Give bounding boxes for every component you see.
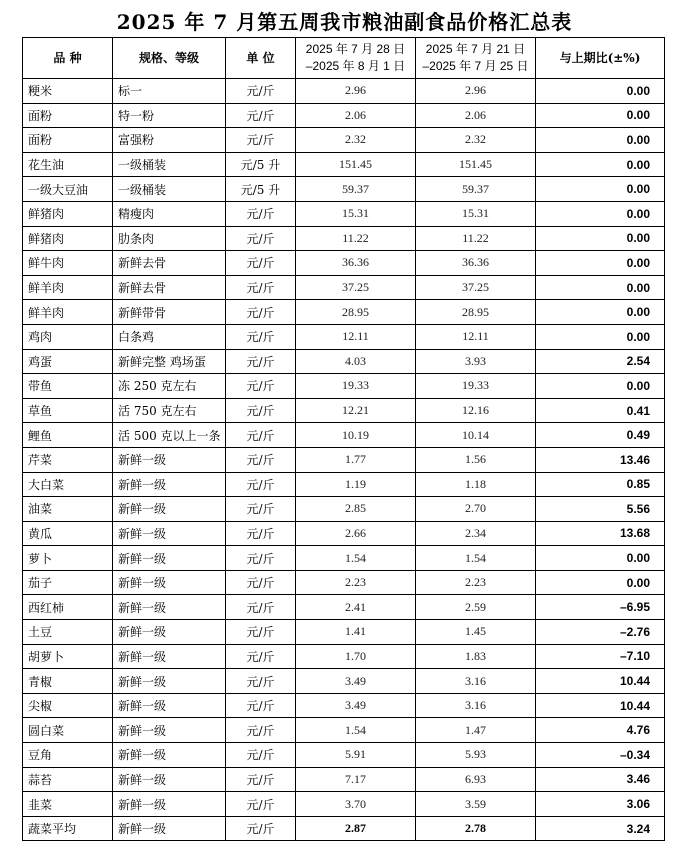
cell-spec: 新鲜一级	[113, 620, 226, 645]
table-row	[23, 374, 665, 399]
cell-previous-price: 1.54	[416, 546, 536, 571]
cell-variety: 胡萝卜	[23, 644, 113, 669]
cell-variety: 青椒	[23, 669, 113, 694]
cell-spec: 新鲜一级	[113, 743, 226, 768]
cell-current-price: 10.19	[296, 423, 416, 448]
table-row	[23, 472, 665, 497]
table-row	[23, 275, 665, 300]
cell-change: 0.00	[536, 226, 665, 251]
cell-change: 10.44	[536, 669, 665, 694]
cell-previous-price: 28.95	[416, 300, 536, 325]
header-previous-period	[416, 38, 536, 79]
cell-previous-price: 2.70	[416, 497, 536, 522]
table-row	[23, 570, 665, 595]
cell-current-price: 1.41	[296, 620, 416, 645]
cell-current-price: 2.85	[296, 497, 416, 522]
cell-variety: 黄瓜	[23, 521, 113, 546]
cell-change: 3.46	[536, 767, 665, 792]
cell-current-price: 36.36	[296, 251, 416, 276]
table-row	[23, 251, 665, 276]
cell-previous-price: 2.59	[416, 595, 536, 620]
cell-spec: 肋条肉	[113, 226, 226, 251]
cell-change: 0.00	[536, 177, 665, 202]
cell-previous-price: 1.45	[416, 620, 536, 645]
cell-unit: 元/斤	[226, 423, 296, 448]
cell-change: 0.00	[536, 374, 665, 399]
cell-change: 0.00	[536, 152, 665, 177]
cell-variety: 萝卜	[23, 546, 113, 571]
table-row	[23, 447, 665, 472]
cell-current-price: 2.96	[296, 79, 416, 104]
cell-current-price: 2.87	[296, 816, 416, 841]
cell-unit: 元/斤	[226, 718, 296, 743]
cell-previous-price: 3.59	[416, 792, 536, 817]
cell-variety: 鲜羊肉	[23, 275, 113, 300]
cell-previous-price: 10.14	[416, 423, 536, 448]
cell-change: 3.06	[536, 792, 665, 817]
table-row	[23, 669, 665, 694]
cell-previous-price: 11.22	[416, 226, 536, 251]
cell-spec: 新鲜一级	[113, 669, 226, 694]
table-body	[23, 79, 665, 841]
cell-current-price: 12.21	[296, 398, 416, 423]
cell-variety: 带鱼	[23, 374, 113, 399]
cell-unit: 元/斤	[226, 201, 296, 226]
cell-spec: 一级桶装	[113, 152, 226, 177]
cell-unit: 元/斤	[226, 546, 296, 571]
cell-variety: 面粉	[23, 103, 113, 128]
cell-current-price: 2.41	[296, 595, 416, 620]
cell-spec: 冻 250 克左右	[113, 374, 226, 399]
cell-change: 0.00	[536, 201, 665, 226]
cell-previous-price: 37.25	[416, 275, 536, 300]
cell-change: 10.44	[536, 693, 665, 718]
cell-previous-price: 2.23	[416, 570, 536, 595]
table-row	[23, 423, 665, 448]
header-previous-line1: 2025 年 7 月 21 日	[425, 42, 526, 56]
table-header-row	[23, 38, 665, 79]
price-table	[22, 37, 665, 841]
cell-previous-price: 1.83	[416, 644, 536, 669]
cell-change: 0.49	[536, 423, 665, 448]
cell-unit: 元/5 升	[226, 152, 296, 177]
cell-change: 3.24	[536, 816, 665, 841]
table-row	[23, 349, 665, 374]
cell-variety: 圆白菜	[23, 718, 113, 743]
cell-unit: 元/斤	[226, 497, 296, 522]
cell-previous-price: 1.18	[416, 472, 536, 497]
table-row	[23, 128, 665, 153]
cell-spec: 新鲜一级	[113, 718, 226, 743]
cell-spec: 新鲜去骨	[113, 251, 226, 276]
cell-previous-price: 12.16	[416, 398, 536, 423]
cell-current-price: 1.19	[296, 472, 416, 497]
table-row	[23, 767, 665, 792]
table-row	[23, 79, 665, 104]
cell-unit: 元/斤	[226, 226, 296, 251]
cell-current-price: 2.23	[296, 570, 416, 595]
cell-variety: 一级大豆油	[23, 177, 113, 202]
cell-current-price: 1.54	[296, 546, 416, 571]
cell-unit: 元/斤	[226, 767, 296, 792]
header-current-line2: –2025 年 8 月 1 日	[305, 59, 406, 73]
table-row	[23, 497, 665, 522]
cell-current-price: 2.66	[296, 521, 416, 546]
cell-variety: 鲜牛肉	[23, 251, 113, 276]
cell-spec: 新鲜一级	[113, 595, 226, 620]
cell-change: 0.00	[536, 570, 665, 595]
cell-change: 0.00	[536, 546, 665, 571]
cell-current-price: 5.91	[296, 743, 416, 768]
cell-spec: 活 500 克以上一条	[113, 423, 226, 448]
cell-variety: 花生油	[23, 152, 113, 177]
cell-change: –6.95	[536, 595, 665, 620]
cell-previous-price: 6.93	[416, 767, 536, 792]
cell-current-price: 2.32	[296, 128, 416, 153]
header-current-line1: 2025 年 7 月 28 日	[305, 42, 406, 56]
cell-previous-price: 151.45	[416, 152, 536, 177]
cell-previous-price: 3.93	[416, 349, 536, 374]
cell-change: 0.00	[536, 324, 665, 349]
cell-previous-price: 2.78	[416, 816, 536, 841]
cell-previous-price: 3.16	[416, 693, 536, 718]
cell-spec: 活 750 克左右	[113, 398, 226, 423]
cell-unit: 元/5 升	[226, 177, 296, 202]
cell-current-price: 2.06	[296, 103, 416, 128]
table-row	[23, 103, 665, 128]
cell-variety: 面粉	[23, 128, 113, 153]
cell-spec: 新鲜一级	[113, 497, 226, 522]
cell-current-price: 7.17	[296, 767, 416, 792]
header-spec: 规格、等级	[113, 38, 226, 79]
cell-current-price: 4.03	[296, 349, 416, 374]
table-row	[23, 792, 665, 817]
table-row	[23, 300, 665, 325]
cell-change: 0.00	[536, 275, 665, 300]
table-row	[23, 620, 665, 645]
cell-change: 4.76	[536, 718, 665, 743]
table-row	[23, 398, 665, 423]
cell-current-price: 28.95	[296, 300, 416, 325]
cell-change: –2.76	[536, 620, 665, 645]
page-title: 2025 年 7 月第五周我市粮油副食品价格汇总表	[116, 10, 573, 34]
cell-change: –7.10	[536, 644, 665, 669]
cell-variety: 西红柿	[23, 595, 113, 620]
cell-current-price: 59.37	[296, 177, 416, 202]
cell-variety: 尖椒	[23, 693, 113, 718]
table-row	[23, 226, 665, 251]
cell-variety: 豆角	[23, 743, 113, 768]
header-current-period	[296, 38, 416, 79]
cell-current-price: 12.11	[296, 324, 416, 349]
cell-variety: 韭菜	[23, 792, 113, 817]
cell-change: 2.54	[536, 349, 665, 374]
cell-spec: 新鲜一级	[113, 792, 226, 817]
cell-unit: 元/斤	[226, 447, 296, 472]
cell-unit: 元/斤	[226, 374, 296, 399]
cell-previous-price: 5.93	[416, 743, 536, 768]
cell-current-price: 151.45	[296, 152, 416, 177]
cell-previous-price: 1.47	[416, 718, 536, 743]
cell-unit: 元/斤	[226, 79, 296, 104]
cell-current-price: 3.49	[296, 669, 416, 694]
cell-current-price: 1.70	[296, 644, 416, 669]
cell-unit: 元/斤	[226, 620, 296, 645]
cell-variety: 鸡肉	[23, 324, 113, 349]
cell-spec: 标一	[113, 79, 226, 104]
cell-variety: 鲜猪肉	[23, 201, 113, 226]
table-row	[23, 177, 665, 202]
table-row	[23, 644, 665, 669]
cell-spec: 新鲜一级	[113, 472, 226, 497]
cell-previous-price: 59.37	[416, 177, 536, 202]
cell-previous-price: 15.31	[416, 201, 536, 226]
cell-current-price: 1.77	[296, 447, 416, 472]
cell-change: 0.00	[536, 103, 665, 128]
cell-unit: 元/斤	[226, 595, 296, 620]
cell-change: 0.41	[536, 398, 665, 423]
header-previous-line2: –2025 年 7 月 25 日	[422, 59, 529, 73]
cell-spec: 新鲜一级	[113, 693, 226, 718]
cell-variety: 大白菜	[23, 472, 113, 497]
cell-spec: 新鲜一级	[113, 644, 226, 669]
cell-previous-price: 19.33	[416, 374, 536, 399]
cell-variety: 粳米	[23, 79, 113, 104]
cell-spec: 新鲜完整 鸡场蛋	[113, 349, 226, 374]
cell-current-price: 3.49	[296, 693, 416, 718]
cell-unit: 元/斤	[226, 472, 296, 497]
cell-spec: 白条鸡	[113, 324, 226, 349]
cell-previous-price: 2.06	[416, 103, 536, 128]
cell-current-price: 37.25	[296, 275, 416, 300]
cell-unit: 元/斤	[226, 324, 296, 349]
cell-unit: 元/斤	[226, 570, 296, 595]
cell-current-price: 3.70	[296, 792, 416, 817]
cell-unit: 元/斤	[226, 521, 296, 546]
cell-change: 0.00	[536, 300, 665, 325]
cell-change: 13.68	[536, 521, 665, 546]
cell-spec: 新鲜一级	[113, 521, 226, 546]
cell-variety: 鲜猪肉	[23, 226, 113, 251]
table-row	[23, 718, 665, 743]
cell-unit: 元/斤	[226, 300, 296, 325]
cell-current-price: 15.31	[296, 201, 416, 226]
table-row	[23, 324, 665, 349]
cell-change: 0.00	[536, 79, 665, 104]
cell-variety: 油菜	[23, 497, 113, 522]
cell-previous-price: 2.32	[416, 128, 536, 153]
cell-previous-price: 3.16	[416, 669, 536, 694]
cell-change: 5.56	[536, 497, 665, 522]
cell-unit: 元/斤	[226, 743, 296, 768]
cell-variety: 茄子	[23, 570, 113, 595]
table-row	[23, 816, 665, 841]
cell-unit: 元/斤	[226, 669, 296, 694]
cell-variety: 蒜苔	[23, 767, 113, 792]
table-row	[23, 152, 665, 177]
cell-current-price: 11.22	[296, 226, 416, 251]
cell-spec: 一级桶装	[113, 177, 226, 202]
table-row	[23, 201, 665, 226]
cell-change: 0.85	[536, 472, 665, 497]
cell-change: –0.34	[536, 743, 665, 768]
cell-unit: 元/斤	[226, 792, 296, 817]
cell-unit: 元/斤	[226, 103, 296, 128]
cell-spec: 新鲜去骨	[113, 275, 226, 300]
cell-spec: 新鲜一级	[113, 767, 226, 792]
cell-previous-price: 2.96	[416, 79, 536, 104]
cell-previous-price: 12.11	[416, 324, 536, 349]
header-change: 与上期比(±%)	[536, 38, 665, 79]
table-row	[23, 521, 665, 546]
table-row	[23, 743, 665, 768]
cell-spec: 新鲜一级	[113, 447, 226, 472]
table-row	[23, 546, 665, 571]
cell-current-price: 1.54	[296, 718, 416, 743]
cell-change: 0.00	[536, 251, 665, 276]
header-unit: 单 位	[226, 38, 296, 79]
cell-current-price: 19.33	[296, 374, 416, 399]
cell-unit: 元/斤	[226, 349, 296, 374]
cell-spec: 特一粉	[113, 103, 226, 128]
cell-variety: 蔬菜平均	[23, 816, 113, 841]
header-variety: 品 种	[23, 38, 113, 79]
cell-change: 0.00	[536, 128, 665, 153]
cell-variety: 芹菜	[23, 447, 113, 472]
table-row	[23, 595, 665, 620]
cell-unit: 元/斤	[226, 693, 296, 718]
cell-spec: 新鲜一级	[113, 816, 226, 841]
cell-unit: 元/斤	[226, 275, 296, 300]
cell-unit: 元/斤	[226, 251, 296, 276]
cell-spec: 新鲜一级	[113, 546, 226, 571]
cell-variety: 草鱼	[23, 398, 113, 423]
cell-previous-price: 2.34	[416, 521, 536, 546]
cell-variety: 鲜羊肉	[23, 300, 113, 325]
cell-unit: 元/斤	[226, 816, 296, 841]
cell-unit: 元/斤	[226, 128, 296, 153]
cell-spec: 富强粉	[113, 128, 226, 153]
cell-unit: 元/斤	[226, 398, 296, 423]
cell-variety: 土豆	[23, 620, 113, 645]
cell-variety: 鸡蛋	[23, 349, 113, 374]
cell-unit: 元/斤	[226, 644, 296, 669]
cell-change: 13.46	[536, 447, 665, 472]
table-row	[23, 693, 665, 718]
cell-previous-price: 36.36	[416, 251, 536, 276]
cell-variety: 鲤鱼	[23, 423, 113, 448]
cell-spec: 新鲜一级	[113, 570, 226, 595]
cell-spec: 新鲜带骨	[113, 300, 226, 325]
cell-spec: 精瘦肉	[113, 201, 226, 226]
cell-previous-price: 1.56	[416, 447, 536, 472]
